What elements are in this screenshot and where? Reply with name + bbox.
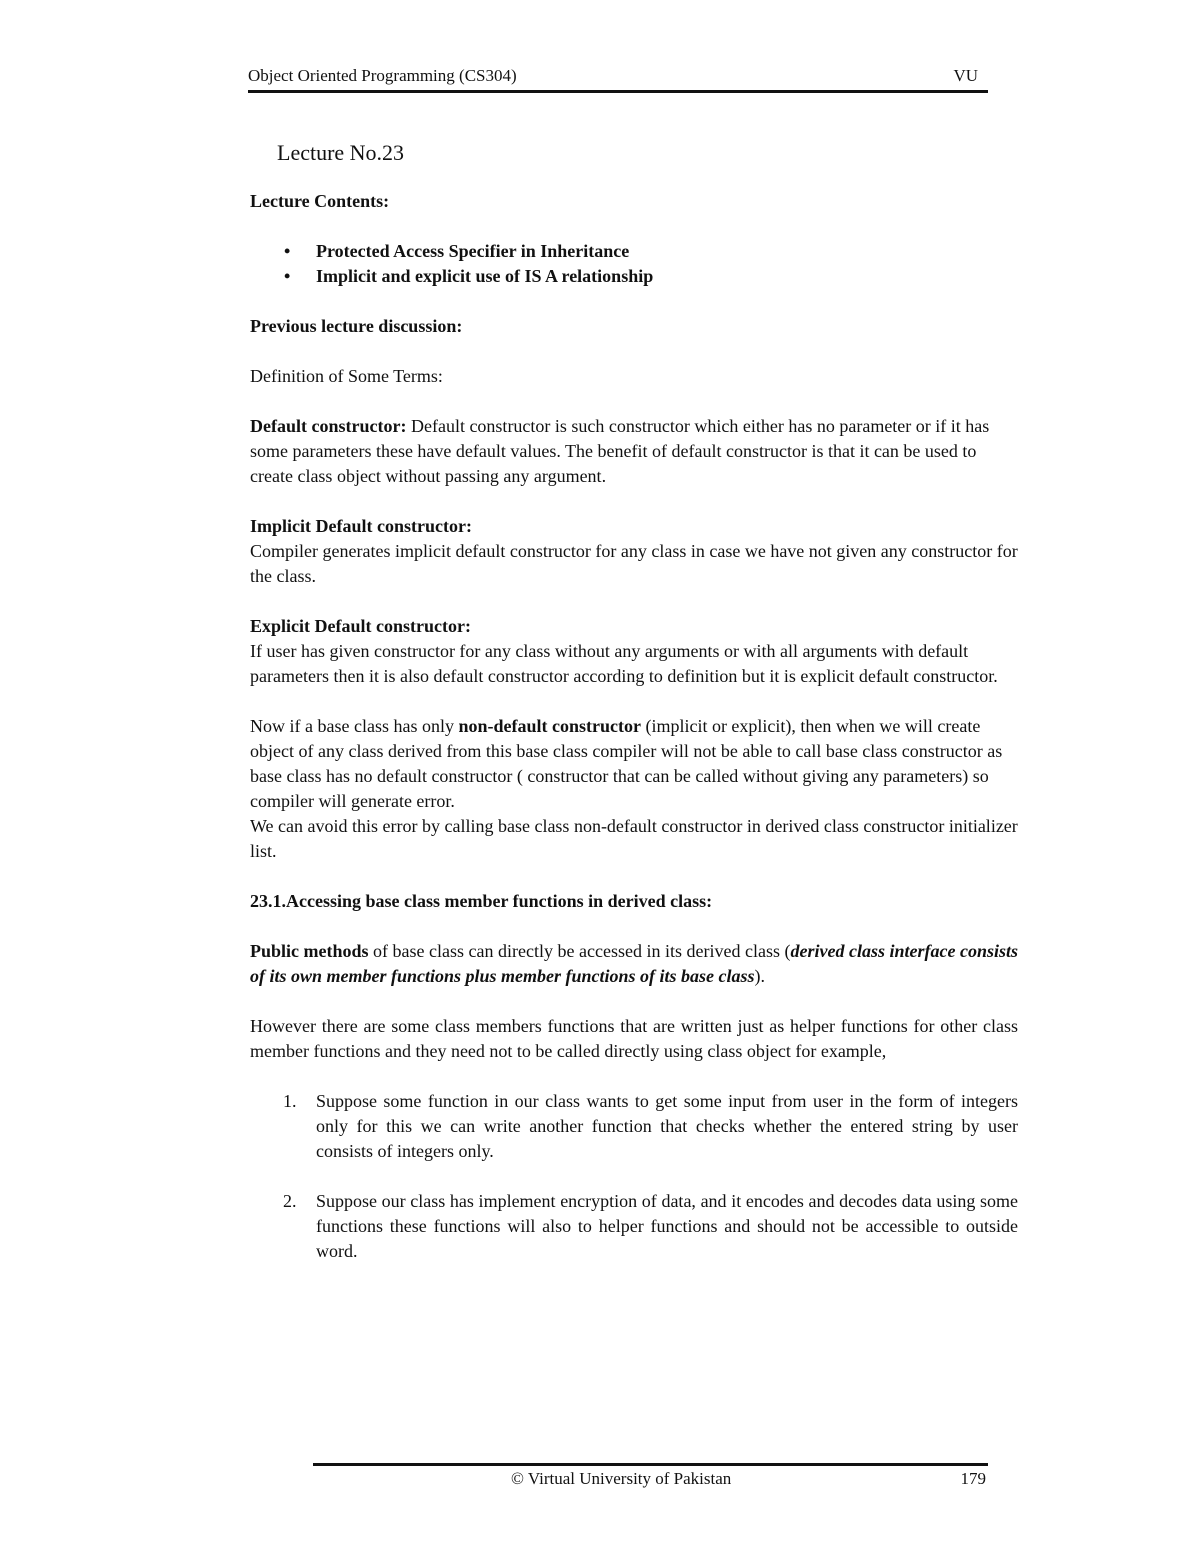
list-item-text: Protected Access Specifier in Inheritance (316, 241, 630, 261)
list-item (250, 239, 1018, 264)
page-content (250, 140, 1018, 1289)
public-methods-paragraph (250, 939, 1018, 989)
nondefault-bold: non-default constructor (458, 716, 641, 736)
org-name: VU (953, 66, 978, 85)
copyright-text: © Virtual University of Pakistan (511, 1469, 732, 1488)
default-constructor-paragraph (250, 414, 1018, 489)
page-footer (313, 1463, 988, 1492)
list-item-text: Suppose some function in our class wants to get some input from user in the form of integers only for this we can write another function that checks whether the entered string by user consists of integers only. (316, 1091, 1018, 1161)
explicit-heading: Explicit Default constructor: (250, 616, 471, 636)
explicit-text: If user has given constructor for any class without any arguments or with all arguments with default parameters then it is also default constructor according to definition but it is explicit default constructor. (250, 641, 998, 686)
list-item (250, 264, 1018, 289)
list-item-text: Implicit and explicit use of IS A relationship (316, 266, 654, 286)
nondefault-paragraph (250, 714, 1018, 814)
page-header (248, 66, 988, 93)
avoid-error-text: We can avoid this error by calling base class non-default constructor in derived class constructor initializer list. (250, 816, 1018, 861)
contents-heading: Lecture Contents: (250, 191, 390, 211)
implicit-heading: Implicit Default constructor: (250, 516, 472, 536)
definition-intro: Definition of Some Terms: (250, 366, 443, 386)
bullet-icon: • (284, 241, 291, 261)
default-constructor-label: Default constructor: (250, 416, 407, 436)
list-item (250, 1189, 1018, 1264)
bullet-icon: • (284, 266, 291, 286)
public-methods-text: of base class can directly be accessed in its derived class ( (368, 941, 791, 961)
however-paragraph: However there are some class members functions that are written just as helper functions for other class member functions and they need not to be called directly using class object for example, (250, 1016, 1018, 1061)
list-item (250, 1089, 1018, 1164)
previous-heading: Previous lecture discussion: (250, 316, 463, 336)
page-number: 179 (960, 1469, 986, 1488)
public-methods-bold: Public methods (250, 941, 369, 961)
default-constructor-text: Default constructor is such constructor which either has no parameter or if it has some parameters these have default values. The benefit of default constructor is that it can be used to create class object without passing any argument. (250, 416, 990, 486)
list-item-text: Suppose our class has implement encryption of data, and it encodes and decodes data using some functions these functions will also to helper functions and should not be accessible to outside word. (316, 1191, 1018, 1261)
list-number: 1. (283, 1091, 297, 1111)
implicit-text: Compiler generates implicit default constructor for any class in case we have not given any constructor for the class. (250, 541, 1018, 586)
contents-list (250, 239, 1018, 289)
public-methods-italic: derived class interface consists of its own member functions plus member functions of its base class (250, 941, 1018, 986)
list-number: 2. (283, 1191, 297, 1211)
lecture-title: Lecture No.23 (277, 140, 405, 165)
examples-list (250, 1089, 1018, 1264)
public-methods-close: ). (754, 966, 766, 986)
nondefault-text-after: (implicit or explicit), then when we will create object of any class derived from this base class compiler will not be able to call base class constructor as base class has no default constructor ( constructor that can be called without giving any parameters) so compiler will generate error. (250, 716, 1003, 811)
section-heading: 23.1.Accessing base class member functions in derived class: (250, 891, 713, 911)
course-title: Object Oriented Programming (CS304) (248, 66, 517, 85)
nondefault-text-before: Now if a base class has only (250, 716, 459, 736)
